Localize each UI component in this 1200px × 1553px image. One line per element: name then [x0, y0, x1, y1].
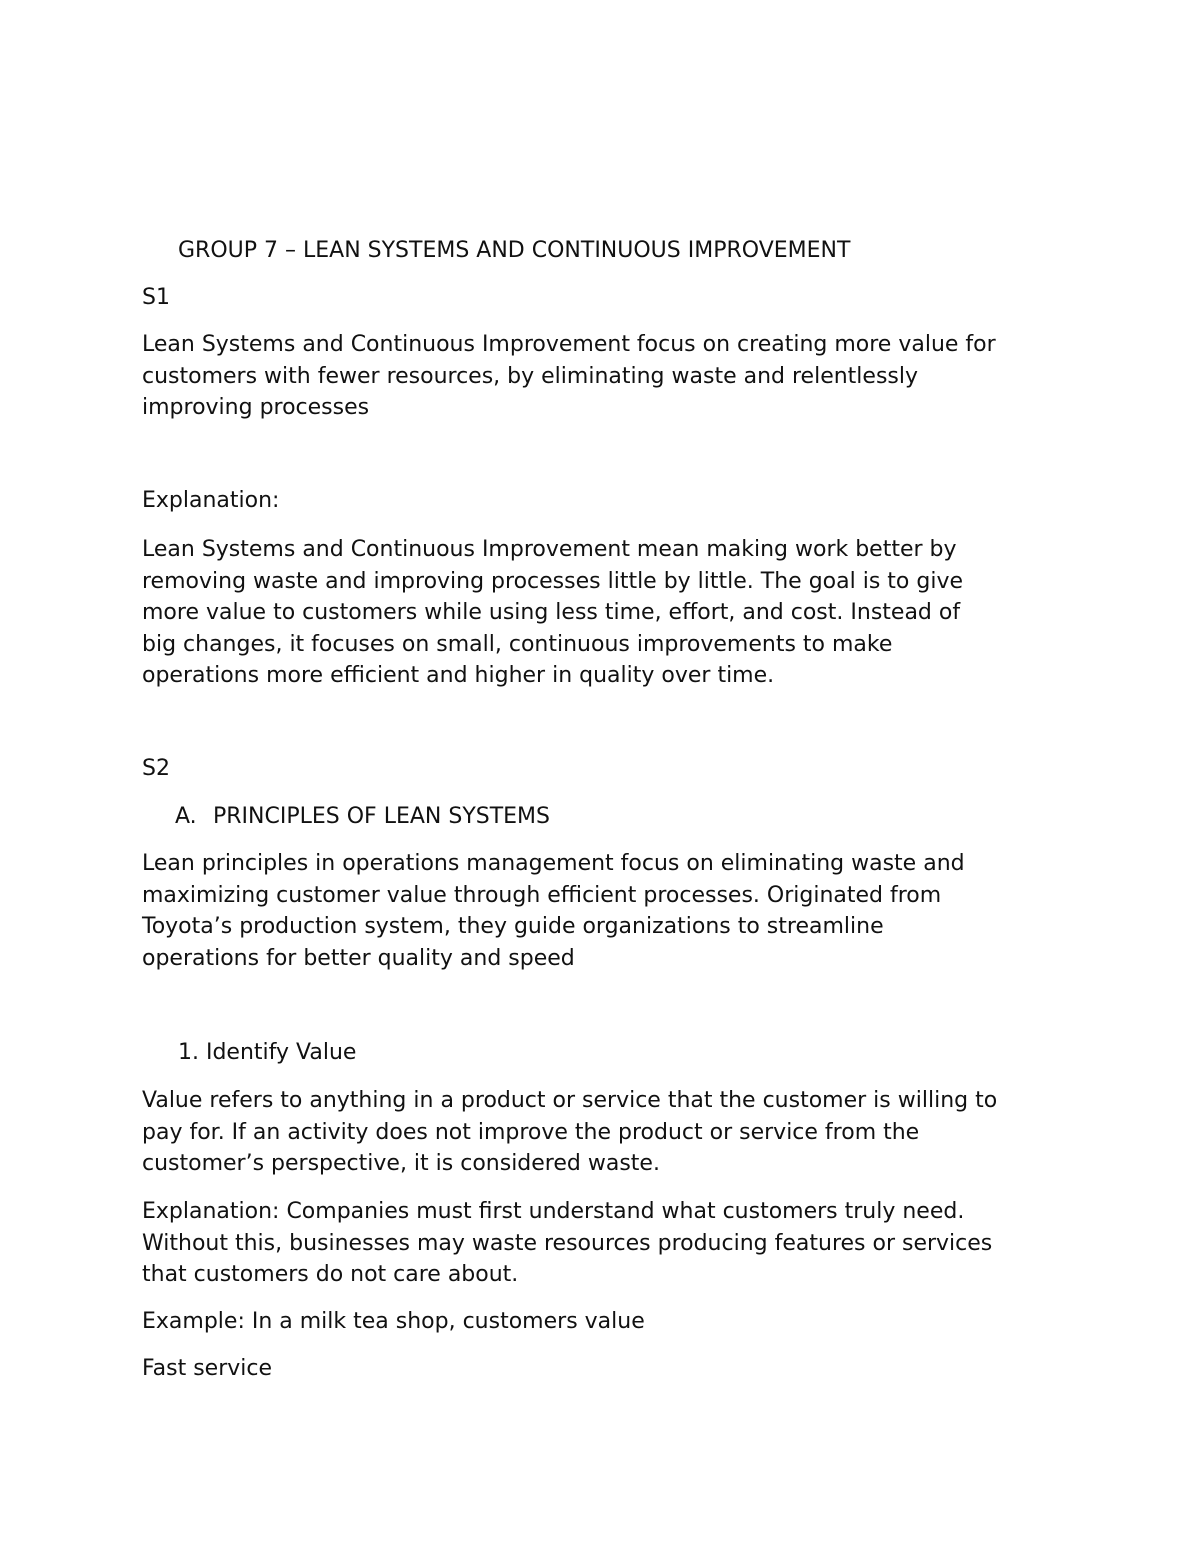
list-item-identify-value: 1. Identify Value — [178, 1040, 357, 1065]
value-example-point: Fast service — [142, 1356, 273, 1381]
paragraph-line: removing waste and improving processes little by little. The goal is to give — [142, 568, 963, 594]
section-label-s1: S1 — [142, 285, 170, 310]
value-example: Example: In a milk tea shop, customers value — [142, 1309, 645, 1334]
value-definition-paragraph — [142, 1085, 997, 1180]
heading-number: A. — [175, 804, 197, 829]
paragraph-line: Toyota’s production system, they guide organizations to streamline — [142, 914, 884, 939]
paragraph-line: Explanation: Companies must first understand what customers truly need. — [142, 1199, 965, 1224]
paragraph-line: Lean principles in operations management focus on eliminating waste and — [142, 851, 965, 876]
document-title: GROUP 7 – LEAN SYSTEMS AND CONTINUOUS IMPROVEMENT — [178, 238, 851, 263]
paragraph-line: improving processes — [142, 395, 370, 420]
paragraph-line: that customers do not care about. — [142, 1262, 519, 1287]
paragraph-line: Lean Systems and Continuous Improvement mean making work better by — [142, 537, 957, 562]
paragraph-line: more value to customers while using less time, effort, and cost. Instead of — [142, 600, 961, 625]
section1-intro-paragraph — [142, 329, 996, 424]
section-label-s2: S2 — [142, 756, 170, 781]
paragraph-line: operations for better quality and speed — [142, 945, 575, 971]
paragraph-line: Value refers to anything in a product or service that the customer is willing to — [142, 1088, 998, 1113]
heading-text: PRINCIPLES OF LEAN SYSTEMS — [213, 804, 551, 829]
explanation-label: Explanation: — [142, 488, 280, 513]
paragraph-line: customers with fewer resources, by eliminating waste and relentlessly — [142, 363, 919, 389]
value-explanation-paragraph — [142, 1196, 992, 1291]
section2-intro-paragraph — [142, 848, 965, 974]
principles-heading — [175, 801, 550, 833]
paragraph-line: operations more efficient and higher in quality over time. — [142, 663, 775, 688]
paragraph-line: Without this, businesses may waste resources producing features or services — [142, 1230, 993, 1256]
section1-explanation-paragraph — [142, 534, 963, 692]
paragraph-line: big changes, it focuses on small, continuous improvements to make — [142, 631, 893, 657]
paragraph-line: pay for. If an activity does not improve the product or service from the — [142, 1119, 920, 1145]
paragraph-line: Lean Systems and Continuous Improvement focus on creating more value for — [142, 332, 996, 357]
paragraph-line: customer’s perspective, it is considered waste. — [142, 1151, 660, 1176]
paragraph-line: maximizing customer value through efficient processes. Originated from — [142, 882, 942, 908]
